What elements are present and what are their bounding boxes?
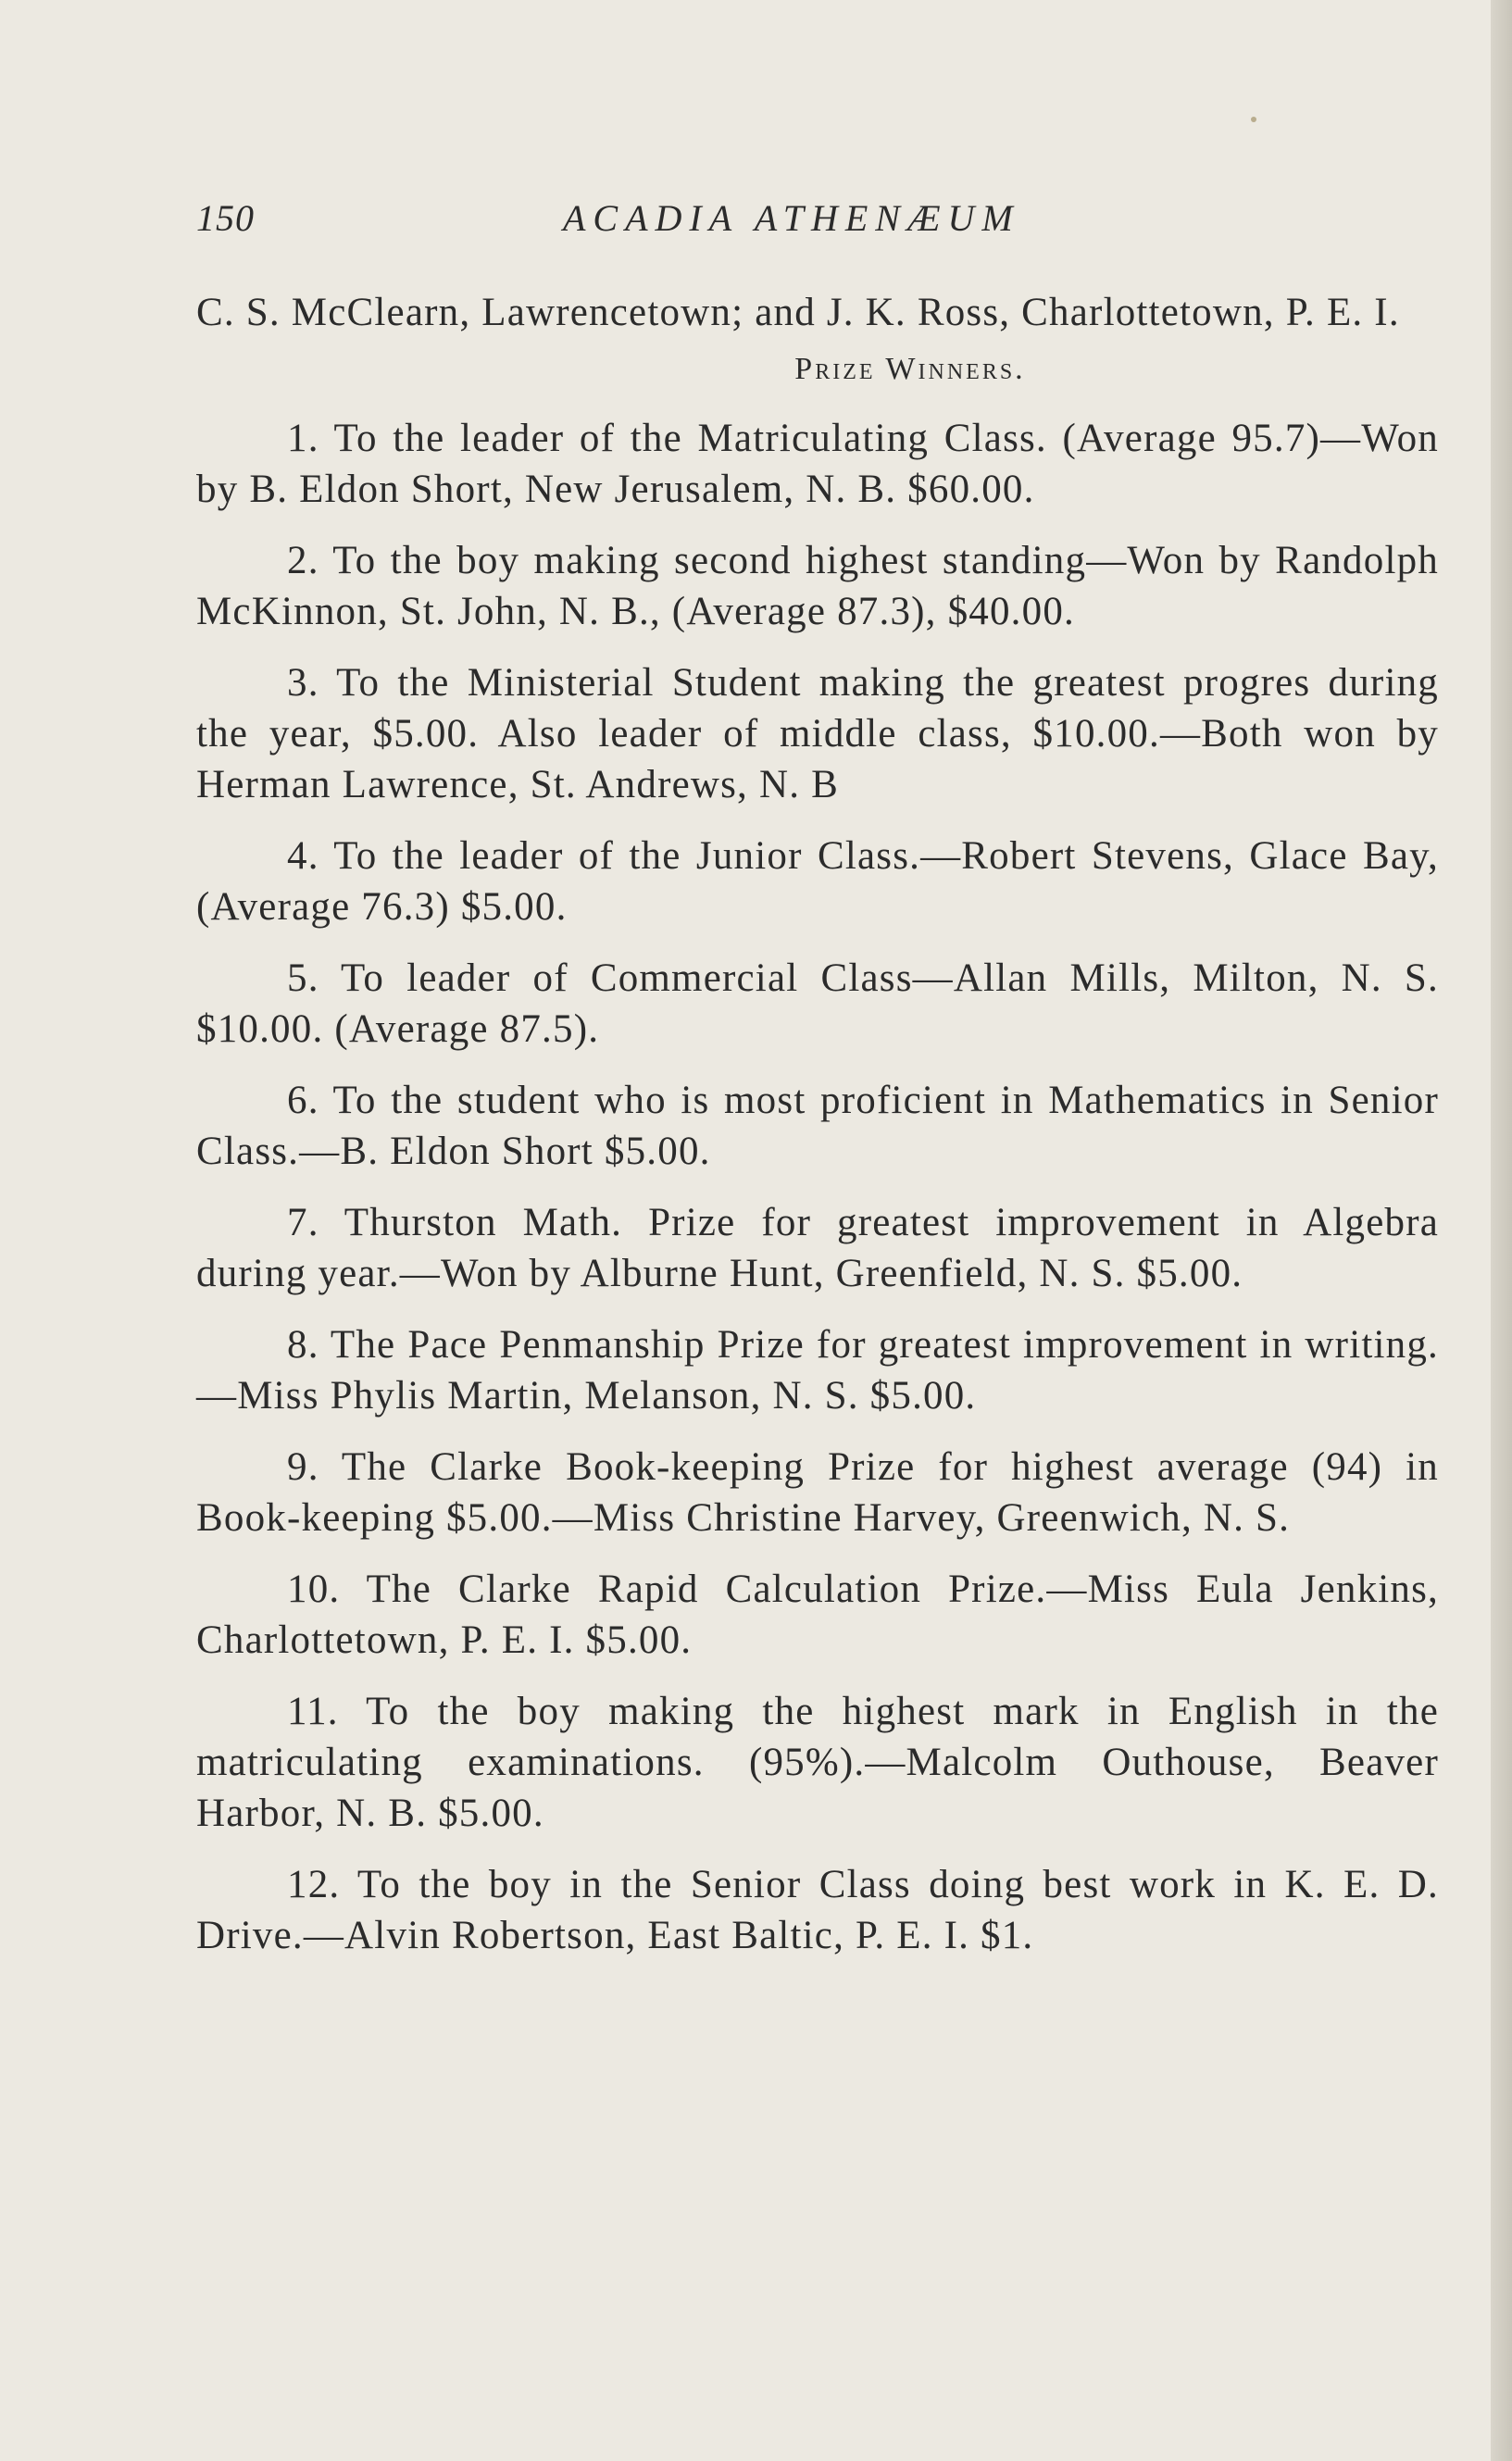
article-body xyxy=(196,287,1439,1981)
prize-item-1: 1. To the leader of the Matriculating Class. (Average 95.7)—Won by B. Eldon Short, New Jerusalem, N. B. $60.00. xyxy=(196,417,1439,511)
prize-item-12: 12. To the boy in the Senior Class doing best work in K. E. D. Drive.—Alvin Robertson, East Baltic, P. E. I. $1. xyxy=(196,1863,1439,1957)
prize-item-3: 3. To the Ministerial Student making the greatest progres during the year, $5.00. Also leader of middle class, $10.00.—Both won by Herman Lawrence, St. Andrews, N. B xyxy=(196,661,1439,806)
prize-item-10: 10. The Clarke Rapid Calculation Prize.—Miss Eula Jenkins, Charlottetown, P. E. I. $5.00. xyxy=(196,1568,1439,1662)
paper-speck xyxy=(1251,117,1256,122)
prize-item-5: 5. To leader of Commercial Class—Allan Mills, Milton, N. S. $10.00. (Average 87.5). xyxy=(196,956,1439,1051)
page-edge xyxy=(1491,0,1512,2461)
prize-item-4: 4. To the leader of the Junior Class.—Robert Stevens, Glace Bay, (Average 76.3) $5.00. xyxy=(196,834,1439,929)
prize-item-6: 6. To the student who is most proficient in Mathematics in Senior Class.—B. Eldon Short $5.00. xyxy=(196,1079,1439,1173)
page-header xyxy=(196,196,1439,252)
section-heading: Prize Winners. xyxy=(794,352,1026,386)
page-number: 150 xyxy=(196,197,255,239)
prize-item-11: 11. To the boy making the highest mark in English in the matriculating examinations. (95%).—Malcolm Outhouse, Beaver Harbor, N. B. $5.00. xyxy=(196,1690,1439,1835)
prize-item-9: 9. The Clarke Book-keeping Prize for highest average (94) in Book-keeping $5.00.—Miss Christine Harvey, Greenwich, N. S. xyxy=(196,1445,1439,1540)
prize-item-2: 2. To the boy making second highest standing—Won by Randolph McKinnon, St. John, N. B., (Average 87.3), $40.00. xyxy=(196,539,1439,633)
prize-item-8: 8. The Pace Penmanship Prize for greatest improvement in writing.—Miss Phylis Martin, Melanson, N. S. $5.00. xyxy=(196,1323,1439,1418)
intro-paragraph: C. S. McClearn, Lawrencetown; and J. K. Ross, Charlottetown, P. E. I. xyxy=(196,291,1400,334)
prize-item-7: 7. Thurston Math. Prize for greatest improvement in Algebra during year.—Won by Alburne Hunt, Greenfield, N. S. $5.00. xyxy=(196,1201,1439,1295)
running-title: ACADIA ATHENÆUM xyxy=(563,197,1020,239)
